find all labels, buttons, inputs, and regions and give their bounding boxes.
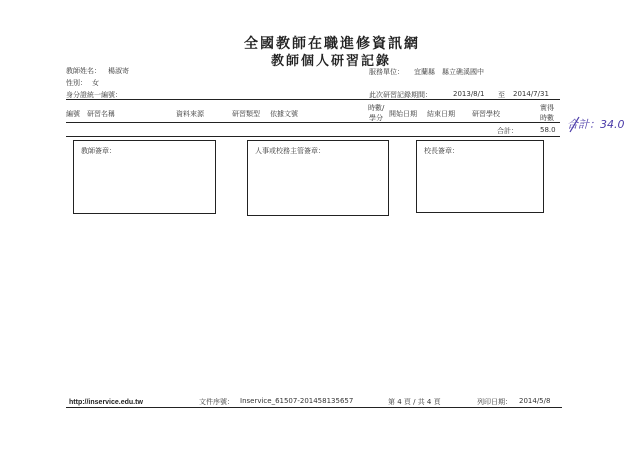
footer-doc-label: 文件序號： <box>199 398 234 406</box>
col-credit-line1: 實得 <box>540 104 554 112</box>
period-end: 2014/7/31 <box>513 90 549 98</box>
document-subtitle: 教師個人研習記錄 <box>271 54 392 69</box>
header-top-rule <box>66 99 560 100</box>
footer-url: http://inservice.edu.tw <box>69 399 143 406</box>
footer-print-value: 2014/5/8 <box>519 397 551 405</box>
personnel-signature-label: 人事或校務主管簽章： <box>255 147 325 155</box>
teacher-signature-label: 教師簽章： <box>81 147 116 155</box>
total-value: 58.0 <box>540 126 556 134</box>
principal-signature-box <box>416 140 544 213</box>
col-source: 資料來源 <box>176 110 204 118</box>
teacher-name-value: 楊淑寄 <box>108 67 129 75</box>
col-credit-line2: 時數 <box>540 114 554 122</box>
unit-label: 服務單位： <box>369 68 404 76</box>
period-to: 至 <box>498 91 505 99</box>
footer-doc-value: Inservice_61507-201458135657 <box>240 397 354 405</box>
footer-rule <box>66 407 562 408</box>
gender-value: 女 <box>92 79 99 87</box>
handwritten-slash <box>565 115 585 135</box>
gender-label: 性別： <box>66 79 87 87</box>
unit-value: 宜蘭縣 縣立礁溪國中 <box>414 68 484 76</box>
col-code: 編號 <box>66 110 80 118</box>
col-hours-line1: 時數/ <box>368 104 385 112</box>
col-basis: 依據文號 <box>270 110 298 118</box>
principal-signature-label: 校長簽章： <box>424 147 459 155</box>
col-end: 結束日期 <box>427 110 455 118</box>
total-rule <box>66 136 560 137</box>
col-school: 研習學校 <box>472 110 500 118</box>
col-start: 開始日期 <box>389 110 417 118</box>
teacher-name-label: 教師姓名： <box>66 67 101 75</box>
total-label: 合計： <box>497 127 518 135</box>
col-category: 研習類型 <box>232 110 260 118</box>
handwritten-total-note: 合計：34.0 <box>567 118 625 131</box>
id-label: 身分證統一編號： <box>66 91 122 99</box>
period-label: 此次研習記錄期間： <box>369 91 432 99</box>
footer-print-label: 列印日期： <box>477 398 512 406</box>
col-course: 研習名稱 <box>87 110 115 118</box>
personnel-signature-box <box>247 140 389 216</box>
footer-page: 第 4 頁 / 共 4 頁 <box>388 398 441 406</box>
header-bottom-rule <box>66 122 560 123</box>
document-title: 全國教師在職進修資訊網 <box>244 36 420 52</box>
col-hours-line2: 學分 <box>369 114 383 122</box>
period-start: 2013/8/1 <box>453 90 485 98</box>
teacher-signature-box <box>73 140 216 214</box>
